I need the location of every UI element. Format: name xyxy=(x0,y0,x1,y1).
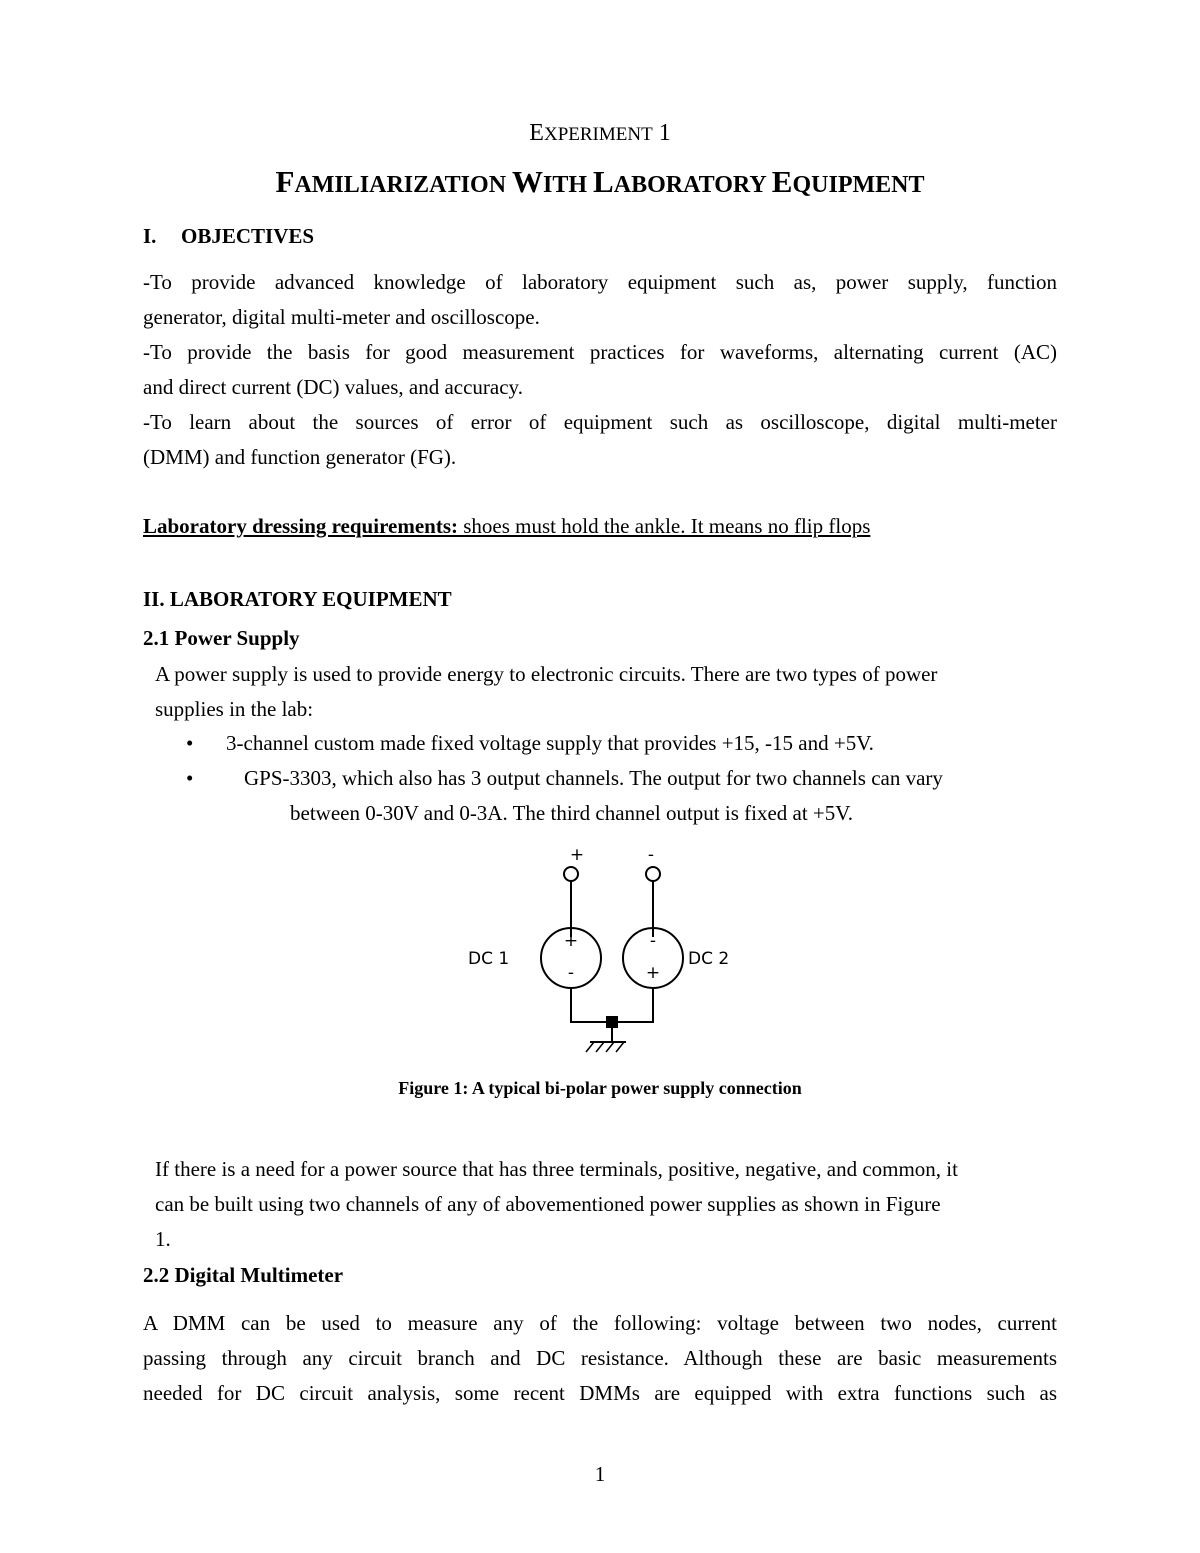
dmm-line: needed for DC circuit analysis, some recent DMMs are equipped with extra functions such as xyxy=(143,1381,1057,1405)
title-part: WITH xyxy=(512,164,594,199)
plus-terminal-label: + xyxy=(569,845,585,865)
experiment-label xyxy=(0,120,1200,147)
intro-line: A power supply is used to provide energy to electronic circuits. There are two types of power xyxy=(155,662,938,686)
dc2-label: DC 2 xyxy=(688,949,730,969)
objective-line: -To provide advanced knowledge of laboratory equipment such as, power supply, function xyxy=(143,270,1057,294)
dressing-text: shoes must hold the ankle. It means no flip flops xyxy=(458,514,871,538)
power-supply-heading: 2.1 Power Supply xyxy=(143,626,300,650)
explanation-line: If there is a need for a power source that has three terminals, positive, negative, and common, it xyxy=(155,1157,958,1181)
dmm-line: A DMM can be used to measure any of the following: voltage between two nodes, current xyxy=(143,1311,1057,1335)
figure-caption: Figure 1: A typical bi-polar power supply connection xyxy=(398,1078,802,1098)
bullet-item-continued: between 0-30V and 0-3A. The third channel output is fixed at +5V. xyxy=(290,801,853,825)
explanation-line: can be built using two channels of any of abovementioned power supplies as shown in Figure xyxy=(155,1192,941,1216)
common-node xyxy=(606,1016,618,1028)
power-supply-explanation xyxy=(155,1152,1057,1257)
intro-line: supplies in the lab: xyxy=(155,697,314,721)
objectives-list xyxy=(143,265,1057,475)
document-title xyxy=(0,164,1200,200)
exp-first-letter: E xyxy=(529,120,544,146)
objective-line: and direct current (DC) values, and accuracy. xyxy=(143,375,523,399)
bipolar-supply-figure xyxy=(466,842,786,1072)
dressing-label: Laboratory dressing requirements: xyxy=(143,514,458,538)
title-part: EQUIPMENT xyxy=(771,164,925,199)
dmm-line: passing through any circuit branch and DC resistance. Although these are basic measurements xyxy=(143,1346,1057,1370)
svg-text:-: - xyxy=(567,963,575,983)
dmm-heading: 2.2 Digital Multimeter xyxy=(143,1263,344,1287)
power-supply-intro xyxy=(155,657,1057,727)
dressing-requirements xyxy=(143,514,870,539)
objective-line: generator, digital multi-meter and oscilloscope. xyxy=(143,305,540,329)
objectives-number: I. xyxy=(143,224,157,248)
bullet-symbol: • xyxy=(186,766,194,790)
exp-number: 1 xyxy=(658,120,671,146)
bullet-symbol: • xyxy=(186,731,194,755)
objective-line: -To learn about the sources of error of equipment such as oscilloscope, digital multi-meter xyxy=(143,410,1057,434)
svg-text:+: + xyxy=(563,931,579,951)
title-part: LABORATORY xyxy=(593,164,772,199)
dmm-paragraph xyxy=(143,1306,1057,1411)
objective-line: -To provide the basis for good measurement practices for waveforms, alternating current (AC) xyxy=(143,340,1057,364)
exp-rest: XPERIMENT xyxy=(543,124,653,145)
minus-terminal-label: - xyxy=(647,845,655,865)
bullet-item: GPS-3303, which also has 3 output channels. The output for two channels can vary xyxy=(244,766,943,790)
title-part: FAMILIARIZATION xyxy=(275,164,513,199)
objectives-heading-text: OBJECTIVES xyxy=(181,224,315,248)
plus-terminal xyxy=(564,867,578,881)
objectives-heading xyxy=(143,224,314,249)
svg-text:-: - xyxy=(649,931,657,951)
dc1-label: DC 1 xyxy=(468,949,510,969)
page-number: 1 xyxy=(594,1462,606,1486)
explanation-line: 1. xyxy=(155,1227,171,1251)
minus-terminal xyxy=(646,867,660,881)
objective-line: (DMM) and function generator (FG). xyxy=(143,445,457,469)
section-2-heading: II. LABORATORY EQUIPMENT xyxy=(143,587,452,611)
svg-text:+: + xyxy=(645,963,661,983)
bullet-item: 3-channel custom made fixed voltage supply that provides +15, -15 and +5V. xyxy=(226,731,874,755)
